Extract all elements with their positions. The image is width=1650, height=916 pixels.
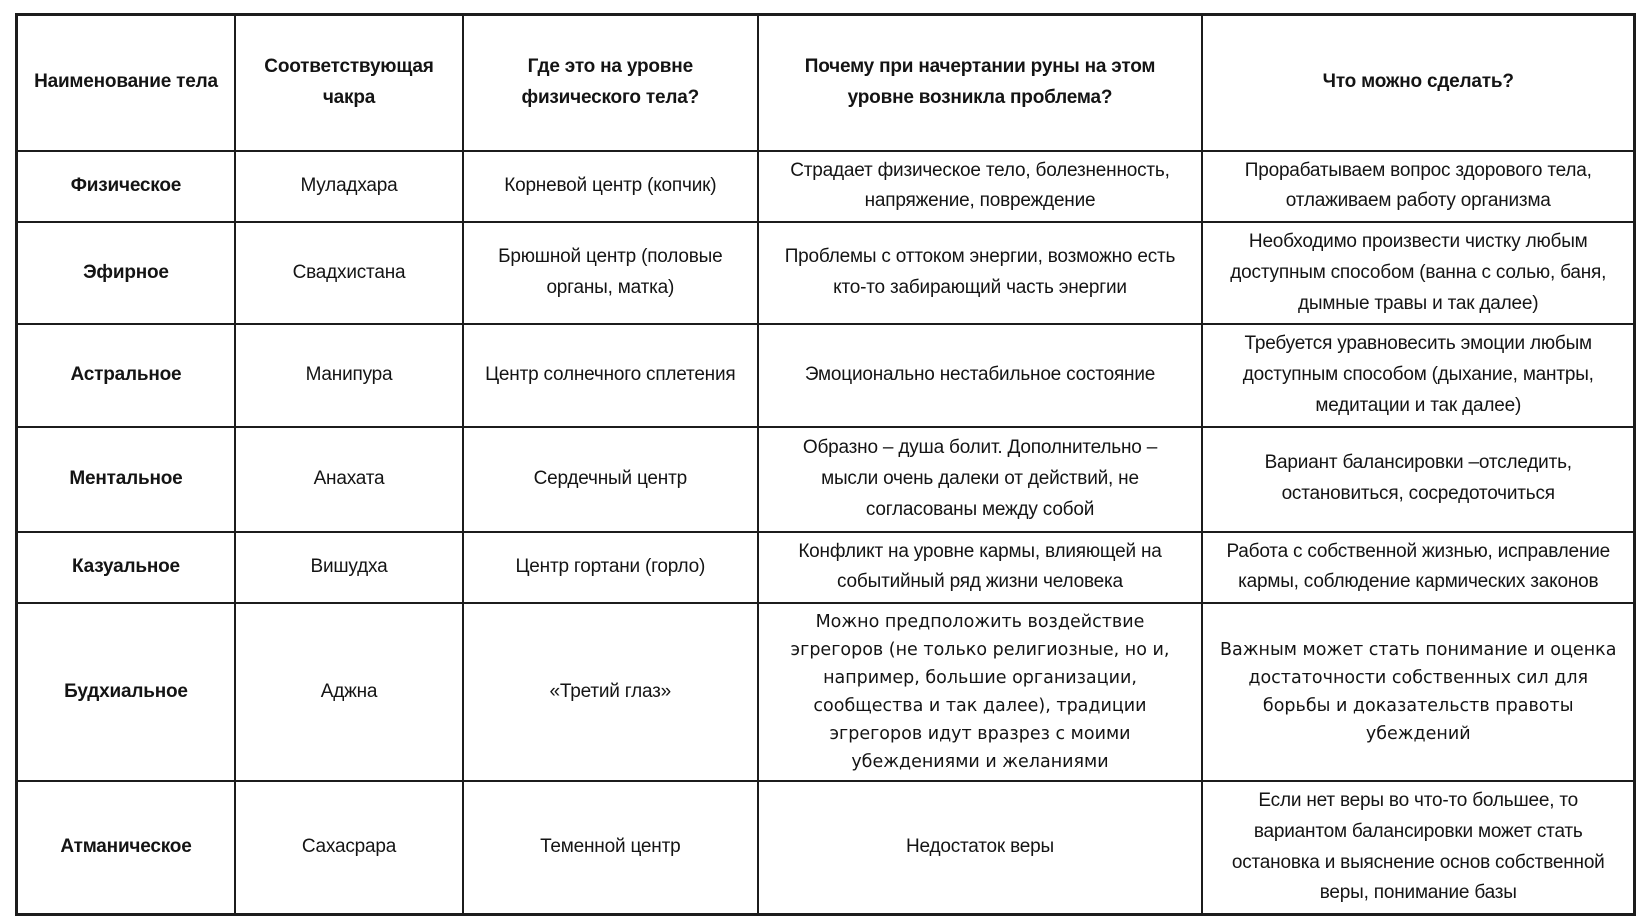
cell-solution: Требуется уравновесить эмоции любым доступным способом (дыхание, мантры, медитации и так далее): [1202, 324, 1634, 426]
cell-body-name: Астральное: [17, 324, 235, 426]
cell-problem: Конфликт на уровне кармы, влияющей на событийный ряд жизни человека: [758, 532, 1203, 604]
cell-solution: Важным может стать понимание и оценка достаточности собственных сил для борьбы и доказательств правоты убеждений: [1202, 603, 1634, 781]
cell-location: Центр солнечного сплетения: [463, 324, 757, 426]
cell-chakra: Свадхистана: [235, 222, 463, 324]
cell-location: Центр гортани (горло): [463, 532, 757, 604]
table-row-etheric: [17, 222, 1635, 324]
cell-solution: Необходимо произвести чистку любым доступным способом (ванна с солью, баня, дымные травы и так далее): [1202, 222, 1634, 324]
cell-chakra: Манипура: [235, 324, 463, 426]
cell-location: Корневой центр (копчик): [463, 151, 757, 223]
cell-body-name: Ментальное: [17, 427, 235, 532]
col-header-problem: Почему при начертании руны на этом уровне возникла проблема?: [758, 15, 1203, 151]
table-row-mental: [17, 427, 1635, 532]
cell-body-name: Физическое: [17, 151, 235, 223]
cell-chakra: Анахата: [235, 427, 463, 532]
col-header-location: Где это на уровне физического тела?: [463, 15, 757, 151]
cell-problem: Недостаток веры: [758, 781, 1203, 915]
subtle-bodies-table: [15, 13, 1636, 916]
cell-body-name: Казуальное: [17, 532, 235, 604]
cell-solution: Работа с собственной жизнью, исправление кармы, соблюдение кармических законов: [1202, 532, 1634, 604]
cell-chakra: Сахасрара: [235, 781, 463, 915]
cell-chakra: Аджна: [235, 603, 463, 781]
cell-solution: Вариант балансировки –отследить, остановиться, сосредоточиться: [1202, 427, 1634, 532]
cell-location: Брюшной центр (половые органы, матка): [463, 222, 757, 324]
cell-problem: Эмоционально нестабильное состояние: [758, 324, 1203, 426]
cell-chakra: Муладхара: [235, 151, 463, 223]
cell-location: Теменной центр: [463, 781, 757, 915]
col-header-chakra: Соответствующая чакра: [235, 15, 463, 151]
cell-solution: Если нет веры во что-то большее, то вариантом балансировки может стать остановка и выяснение основ собственной веры, понимание базы: [1202, 781, 1634, 915]
table-row-physical: [17, 151, 1635, 223]
cell-chakra: Вишудха: [235, 532, 463, 604]
cell-body-name: Атманическое: [17, 781, 235, 915]
table-row-atmanic: [17, 781, 1635, 915]
cell-body-name: Эфирное: [17, 222, 235, 324]
col-header-body-name: Наименование тела: [17, 15, 235, 151]
table-row-causal: [17, 532, 1635, 604]
cell-body-name: Будхиальное: [17, 603, 235, 781]
table-row-astral: [17, 324, 1635, 426]
cell-problem: Проблемы с оттоком энергии, возможно есть кто-то забирающий часть энергии: [758, 222, 1203, 324]
cell-location: «Третий глаз»: [463, 603, 757, 781]
table-row-buddhic: [17, 603, 1635, 781]
header-row: [17, 15, 1635, 151]
cell-location: Сердечный центр: [463, 427, 757, 532]
cell-solution: Прорабатываем вопрос здорового тела, отлаживаем работу организма: [1202, 151, 1634, 223]
col-header-solution: Что можно сделать?: [1202, 15, 1634, 151]
cell-problem: Можно предположить воздействие эгрегоров (не только религиозные, но и, например, большие организации, сообщества и так далее), традиции эгрегоров идут вразрез с моими убеждениями и желаниями: [758, 603, 1203, 781]
cell-problem: Страдает физическое тело, болезненность, напряжение, повреждение: [758, 151, 1203, 223]
cell-problem: Образно – душа болит. Дополнительно – мысли очень далеки от действий, не согласованы между собой: [758, 427, 1203, 532]
